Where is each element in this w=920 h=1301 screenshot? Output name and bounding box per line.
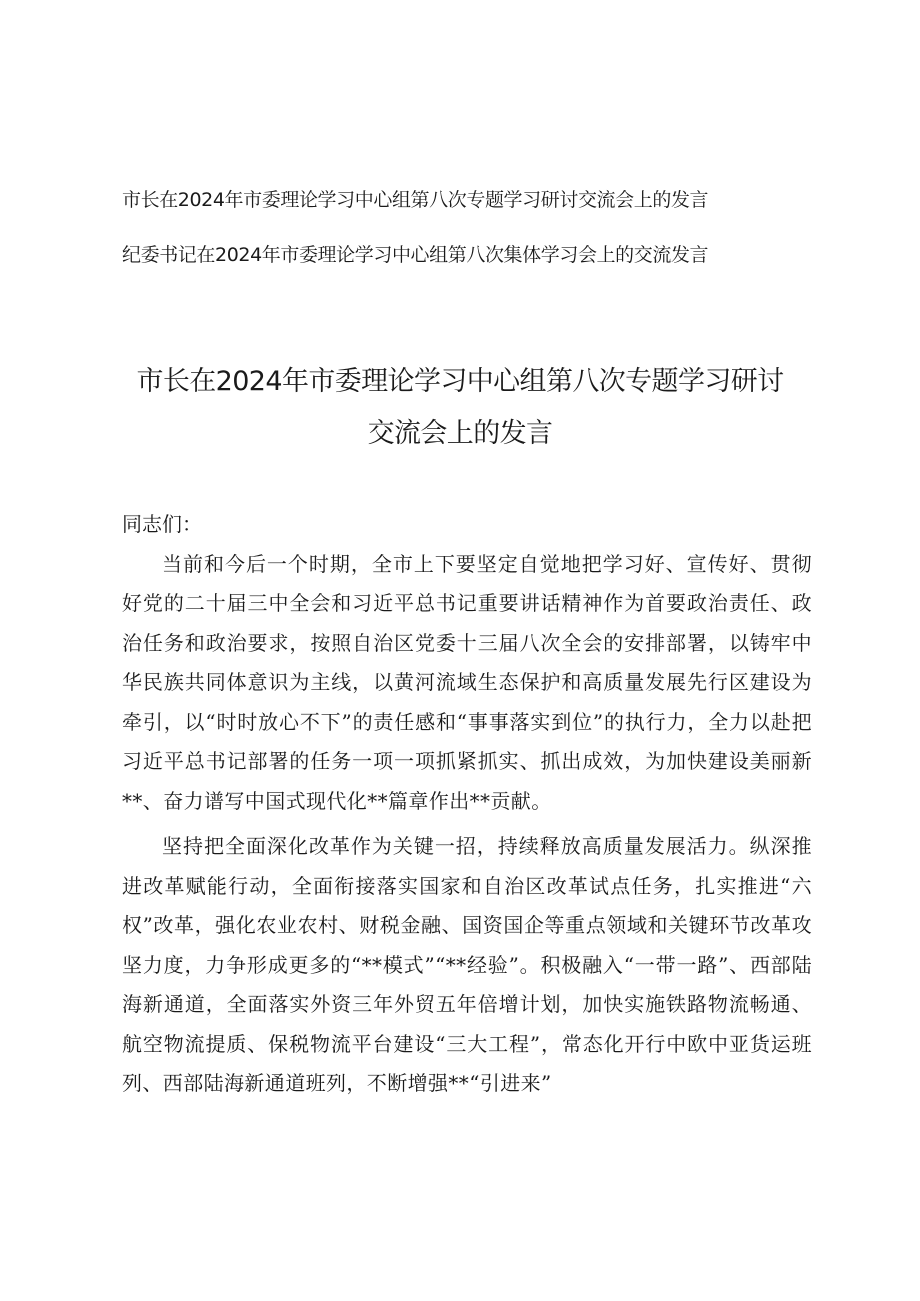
article-title-line-1: 市长在2024年市委理论学习中心组第八次专题学习研讨 xyxy=(136,366,784,397)
salutation: 同志们： xyxy=(122,512,202,536)
article-title xyxy=(100,356,820,460)
article-body xyxy=(122,505,812,1110)
paragraph-2: 坚持把全面深化改革作为关键一招，持续释放高质量发展活力。纵深推进改革赋能行动，全面衔接落实国家和自治区改革试点任务，扎实推进“六权”改革，强化农业农村、财税金融、国资国企等重点领域和关键环节改革攻坚力度，力争形成更多的“**模式”“**经验”。积极融入“一带一路”、西部陆海新通道，全面落实外资三年外贸五年倍增计划，加快实施铁路物流畅通、航空物流提质、保税物流平台建设“三大工程”，常态化开行中欧中亚货运班列、西部陆海新通道班列，不断增强**“引进来” xyxy=(122,834,812,1095)
paragraph-1: 当前和今后一个时期，全市上下要坚定自觉地把学习好、宣传好、贯彻好党的二十届三中全会和习近平总书记重要讲话精神作为首要政治责任、政治任务和政治要求，按照自治区党委十三届八次全会的安排部署，以铸牢中华民族共同体意识为主线，以黄河流域生态保护和高质量发展先行区建设为牵引，以“时时放心不下”的责任感和“事事落实到位”的执行力，全力以赴把习近平总书记部署的任务一项一项抓紧抓实、抓出成效，为加快建设美丽新**、奋力谱写中国式现代化**篇章作出**贡献。 xyxy=(122,551,812,813)
article-title-line-2: 交流会上的发言 xyxy=(367,418,553,449)
toc-item-discipline-secretary-speech[interactable]: 纪委书记在2024年市委理论学习中心组第八次集体学习会上的交流发言 xyxy=(122,244,709,266)
toc-item-mayor-speech[interactable]: 市长在2024年市委理论学习中心组第八次专题学习研讨交流会上的发言 xyxy=(122,189,709,211)
table-of-contents xyxy=(122,186,822,296)
